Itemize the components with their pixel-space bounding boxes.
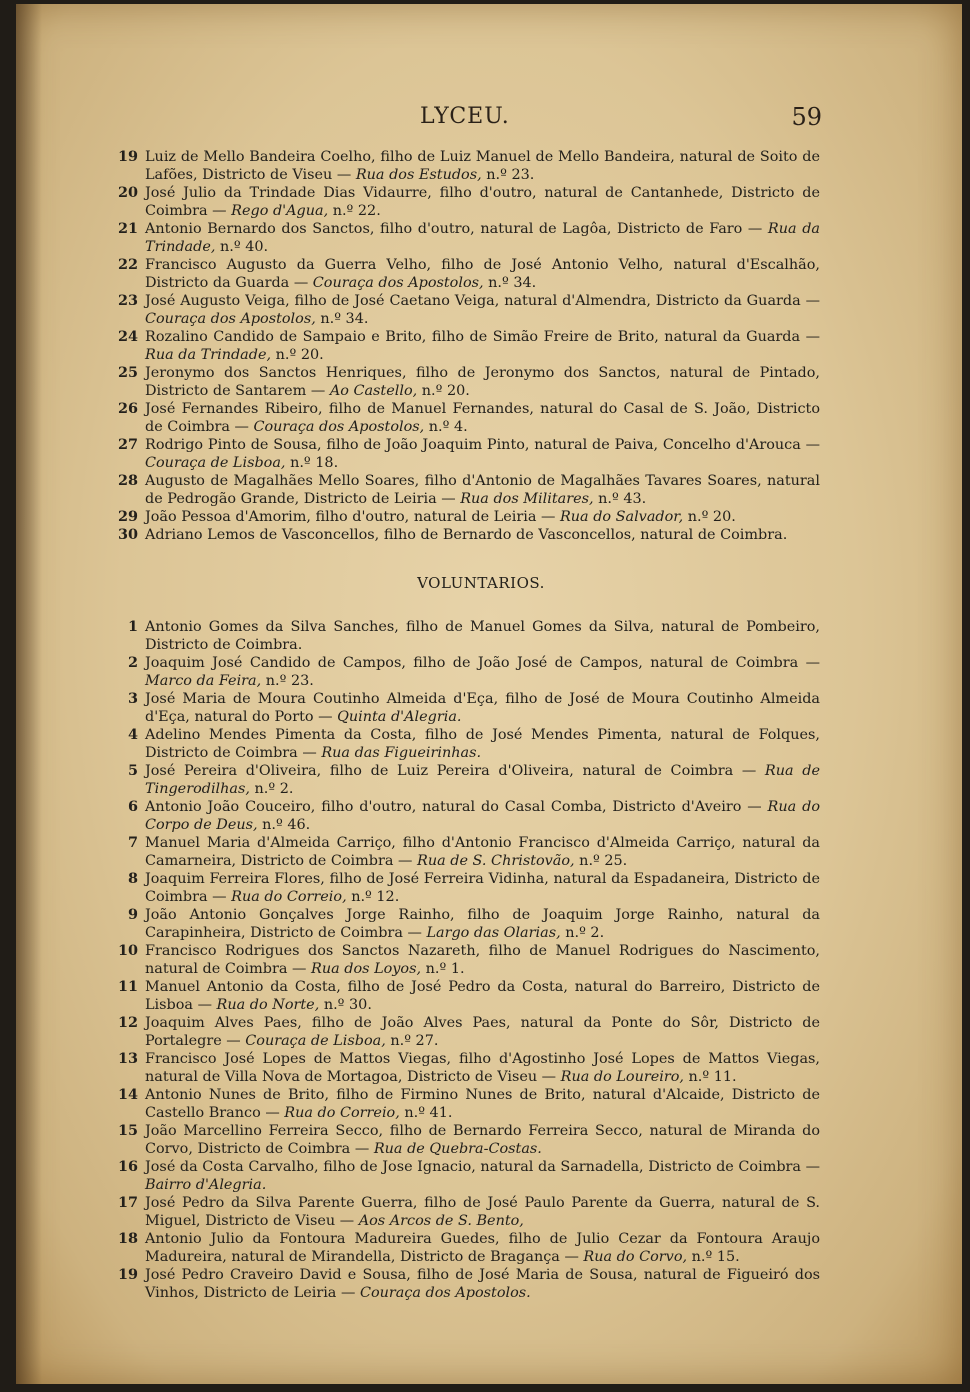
entry-address: Rua de S. Christovão,	[417, 853, 575, 869]
entry-number-suffix: n.º 23.	[261, 673, 314, 689]
list-item	[112, 798, 820, 834]
list-item	[112, 436, 820, 472]
entry-number: 22	[117, 256, 138, 273]
entry-text: Joaquim Alves Paes, filho de João Alves Paes, natural da Ponte do Sôr, Districto de Portalegre —	[145, 1015, 820, 1049]
entry-text: Joaquim José Candido de Campos, filho de João José de Campos, natural de Coimbra —	[145, 655, 820, 671]
list-item	[112, 328, 820, 364]
entry-text: Adriano Lemos de Vasconcellos, filho de Bernardo de Vasconcellos, natural de Coimbra.	[145, 527, 788, 543]
entry-address: Rua do Norte,	[216, 997, 320, 1013]
entry-text: Manuel Maria d'Almeida Carriço, filho d'Antonio Francisco d'Almeida Carriço, natural da Camarneira, Districto de Coimbra —	[145, 835, 820, 869]
entry-number-suffix: n.º 15.	[687, 1249, 740, 1265]
entry-number: 1	[127, 618, 138, 635]
entry-address: Rua do Corvo,	[583, 1249, 688, 1265]
entry-number: 30	[117, 526, 138, 543]
entry-text: Antonio Gomes da Silva Sanches, filho de Manuel Gomes da Silva, natural de Pombeiro, Districto de Coimbra.	[145, 619, 820, 653]
entry-address: Marco da Feira,	[145, 673, 262, 689]
entry-number: 27	[117, 436, 138, 453]
list-item	[112, 654, 820, 690]
entry-address: Rua de Quebra-Costas.	[373, 1141, 542, 1157]
entry-number: 14	[117, 1086, 138, 1103]
voluntarios-entry-list	[112, 618, 820, 1302]
entry-number-suffix: n.º 20.	[417, 383, 470, 399]
entry-address: Rua das Figueirinhas.	[321, 745, 482, 761]
list-item	[112, 834, 820, 870]
entry-number: 15	[117, 1122, 138, 1139]
entry-number-suffix: n.º 18.	[285, 455, 339, 471]
list-item	[112, 184, 820, 220]
entry-address: Rua dos Loyos,	[310, 961, 422, 977]
entry-number-suffix: n.º 4.	[424, 419, 468, 435]
running-title: LYCEU.	[420, 104, 510, 129]
entry-text: Augusto de Magalhães Mello Soares, filho d'Antonio de Magalhães Tavares Soares, natural de Pedrogão Grande, Districto de Leiria —	[145, 473, 820, 507]
entry-number: 16	[117, 1158, 138, 1175]
entry-number: 18	[117, 1230, 138, 1247]
entry-text: Jeronymo dos Sanctos Henriques, filho de Jeronymo dos Sanctos, natural de Pintado, Districto de Santarem —	[145, 365, 820, 399]
entry-text: Rozalino Candido de Sampaio e Brito, filho de Simão Freire de Brito, natural da Guarda —	[145, 329, 820, 345]
entry-number: 7	[127, 834, 138, 851]
list-item	[112, 1230, 820, 1266]
entry-number: 9	[127, 906, 138, 923]
entry-text: José Augusto Veiga, filho de José Caetano Veiga, natural d'Almendra, Districto da Guarda —	[145, 293, 820, 309]
entry-address: Largo das Olarias,	[426, 925, 561, 941]
list-item	[112, 1266, 820, 1302]
entry-number-suffix: n.º 11.	[683, 1069, 737, 1085]
entry-number-suffix: n.º 2.	[249, 781, 294, 797]
entry-text: Antonio Julio da Fontoura Madureira Guedes, filho de Julio Cezar da Fontoura Araujo Madureira, natural de Mirandella, Districto de Bragança —	[145, 1231, 820, 1265]
entry-text: José Pedro da Silva Parente Guerra, filho de José Paulo Parente da Guerra, natural de S. Miguel, Districto de Viseu —	[145, 1195, 820, 1229]
entry-number: 3	[127, 690, 138, 707]
entry-number-suffix: n.º 40.	[215, 239, 269, 255]
entry-number: 19	[117, 1266, 138, 1283]
entry-number-suffix: n.º 12.	[346, 889, 400, 905]
entry-address: Rua do Salvador,	[559, 509, 684, 525]
entry-address: Rua dos Estudos,	[355, 167, 482, 183]
list-item	[112, 1158, 820, 1194]
entry-text: Antonio Nunes de Brito, filho de Firmino Nunes de Brito, natural d'Alcaide, Districto de Castello Branco —	[145, 1087, 820, 1121]
list-item	[112, 618, 820, 654]
list-item	[112, 526, 820, 544]
page-spine-shadow	[16, 4, 42, 1384]
entry-number-suffix: n.º 25.	[574, 853, 628, 869]
entry-number: 26	[117, 400, 138, 417]
entry-address: Rego d'Agua,	[231, 203, 329, 219]
lyceu-entry-list	[112, 148, 820, 544]
entry-text: Francisco José Lopes de Mattos Viegas, filho d'Agostinho José Lopes de Mattos Viegas, natural de Villa Nova de Mortagoa, Districto de Viseu —	[145, 1051, 820, 1085]
entry-address: Couraça de Lisboa,	[245, 1033, 386, 1049]
entry-address: Aos Arcos de S. Bento,	[358, 1213, 524, 1229]
entry-text: Antonio Bernardo dos Sanctos, filho d'outro, natural de Lagôa, Districto de Faro —	[145, 221, 768, 237]
entry-text: João Pessoa d'Amorim, filho d'outro, natural de Leiria —	[145, 509, 560, 525]
entry-number: 24	[117, 328, 138, 345]
entry-address: Rua dos Militares,	[460, 491, 594, 507]
entry-number: 12	[117, 1014, 138, 1031]
entry-text: José Julio da Trindade Dias Vidaurre, filho d'outro, natural de Cantanhede, Districto de Coimbra —	[145, 185, 820, 219]
page-number: 59	[791, 103, 822, 131]
entry-text: José da Costa Carvalho, filho de Jose Ignacio, natural da Sarnadella, Districto de Coimbra —	[145, 1159, 820, 1175]
entry-number: 5	[127, 762, 138, 779]
list-item	[112, 906, 820, 942]
entry-number: 21	[117, 220, 138, 237]
entry-text: Francisco Augusto da Guerra Velho, filho de José Antonio Velho, natural d'Escalhão, Districto da Guarda —	[145, 257, 820, 291]
list-item	[112, 256, 820, 292]
entry-text: Manuel Antonio da Costa, filho de José Pedro da Costa, natural do Barreiro, Districto de Lisboa —	[145, 979, 820, 1013]
list-item	[112, 1050, 820, 1086]
entry-text: Joaquim Ferreira Flores, filho de José Ferreira Vidinha, natural da Espadaneira, Districto de Coimbra —	[145, 871, 820, 905]
entry-text: José Pedro Craveiro David e Sousa, filho de José Maria de Sousa, natural de Figueiró dos Vinhos, Districto de Leiria —	[145, 1267, 820, 1301]
list-item	[112, 1086, 820, 1122]
entry-number: 4	[127, 726, 138, 743]
entry-address: Rua da Trindade,	[145, 347, 272, 363]
entry-number: 10	[117, 942, 138, 959]
entry-text: João Antonio Gonçalves Jorge Rainho, filho de Joaquim Jorge Rainho, natural da Carapinheira, Districto de Coimbra —	[145, 907, 820, 941]
entry-address: Rua do Corpo de Deus,	[145, 799, 820, 833]
list-item	[112, 292, 820, 328]
entry-number: 17	[117, 1194, 138, 1211]
entry-number-suffix: n.º 46.	[257, 817, 311, 833]
entry-number-suffix: n.º 43.	[593, 491, 647, 507]
entry-address: Quinta d'Alegria.	[337, 709, 462, 725]
entry-text: Antonio João Couceiro, filho d'outro, natural do Casal Comba, Districto d'Aveiro —	[145, 799, 768, 815]
entry-address: Rua de Tingerodilhas,	[145, 763, 820, 797]
list-item	[112, 726, 820, 762]
entry-address: Couraça dos Apostolos,	[253, 419, 425, 435]
list-item	[112, 1014, 820, 1050]
entry-address: Couraça dos Apostolos,	[312, 275, 484, 291]
entry-number-suffix: n.º 22.	[328, 203, 381, 219]
list-item	[112, 870, 820, 906]
list-item	[112, 508, 820, 526]
entry-text: Rodrigo Pinto de Sousa, filho de João Joaquim Pinto, natural de Paiva, Concelho d'Arouca —	[145, 437, 820, 453]
entry-number-suffix: n.º 20.	[271, 347, 324, 363]
list-item	[112, 1122, 820, 1158]
entry-text: José Pereira d'Oliveira, filho de Luiz Pereira d'Oliveira, natural de Coimbra —	[145, 763, 765, 779]
list-item	[112, 942, 820, 978]
list-item	[112, 978, 820, 1014]
entry-text: Adelino Mendes Pimenta da Costa, filho de José Mendes Pimenta, natural de Folques, Districto de Coimbra —	[145, 727, 820, 761]
list-item	[112, 364, 820, 400]
entry-number: 2	[127, 654, 138, 671]
book-page	[16, 4, 962, 1384]
entry-number: 25	[117, 364, 138, 381]
list-item	[112, 220, 820, 256]
entry-text: Francisco Rodrigues dos Sanctos Nazareth, filho de Manuel Rodrigues do Nascimento, natural de Coimbra —	[145, 943, 820, 977]
entry-address: Rua do Loureiro,	[560, 1069, 684, 1085]
list-item	[112, 762, 820, 798]
entry-address: Bairro d'Alegria.	[145, 1177, 267, 1193]
entry-text: José Maria de Moura Coutinho Almeida d'Eça, filho de José de Moura Coutinho Almeida d'Eça, natural do Porto —	[145, 691, 820, 725]
entry-number: 8	[127, 870, 138, 887]
entry-text: João Marcellino Ferreira Secco, filho de Bernardo Ferreira Secco, natural de Miranda do Corvo, Districto de Coimbra —	[145, 1123, 820, 1157]
entry-number: 11	[117, 978, 138, 995]
entry-number: 6	[127, 798, 138, 815]
page-content	[112, 148, 820, 1302]
entry-text: Luiz de Mello Bandeira Coelho, filho de Luiz Manuel de Mello Bandeira, natural de Soito de Lafões, Districto de Viseu —	[145, 149, 820, 183]
section-title-voluntarios: VOLUNTARIOS.	[417, 574, 545, 592]
entry-number-suffix: n.º 41.	[399, 1105, 453, 1121]
entry-address: Ao Castello,	[329, 383, 418, 399]
entry-number: 20	[117, 184, 138, 201]
entry-number-suffix: n.º 2.	[560, 925, 605, 941]
entry-number-suffix: n.º 23.	[481, 167, 535, 183]
list-item	[112, 400, 820, 436]
page-header	[16, 104, 962, 138]
entry-text: José Fernandes Ribeiro, filho de Manuel Fernandes, natural do Casal de S. João, Districto de Coimbra —	[145, 401, 820, 435]
entry-number: 29	[117, 508, 138, 525]
entry-address: Rua do Correio,	[231, 889, 347, 905]
entry-address: Rua do Correio,	[284, 1105, 400, 1121]
entry-number: 19	[117, 148, 138, 165]
entry-number-suffix: n.º 34.	[483, 275, 537, 291]
entry-number-suffix: n.º 20.	[683, 509, 736, 525]
entry-number: 23	[117, 292, 138, 309]
entry-address: Couraça dos Apostolos,	[145, 311, 316, 327]
entry-address: Couraça dos Apostolos.	[359, 1285, 531, 1301]
entry-number: 28	[117, 472, 138, 489]
list-item	[112, 148, 820, 184]
entry-number: 13	[117, 1050, 138, 1067]
entry-number-suffix: n.º 27.	[385, 1033, 439, 1049]
list-item	[112, 1194, 820, 1230]
list-item	[112, 472, 820, 508]
entry-address: Rua da Trindade,	[145, 221, 820, 255]
entry-number-suffix: n.º 1.	[421, 961, 465, 977]
list-item	[112, 690, 820, 726]
entry-number-suffix: n.º 34.	[315, 311, 369, 327]
entry-address: Couraça de Lisboa,	[145, 455, 286, 471]
entry-number-suffix: n.º 30.	[319, 997, 372, 1013]
